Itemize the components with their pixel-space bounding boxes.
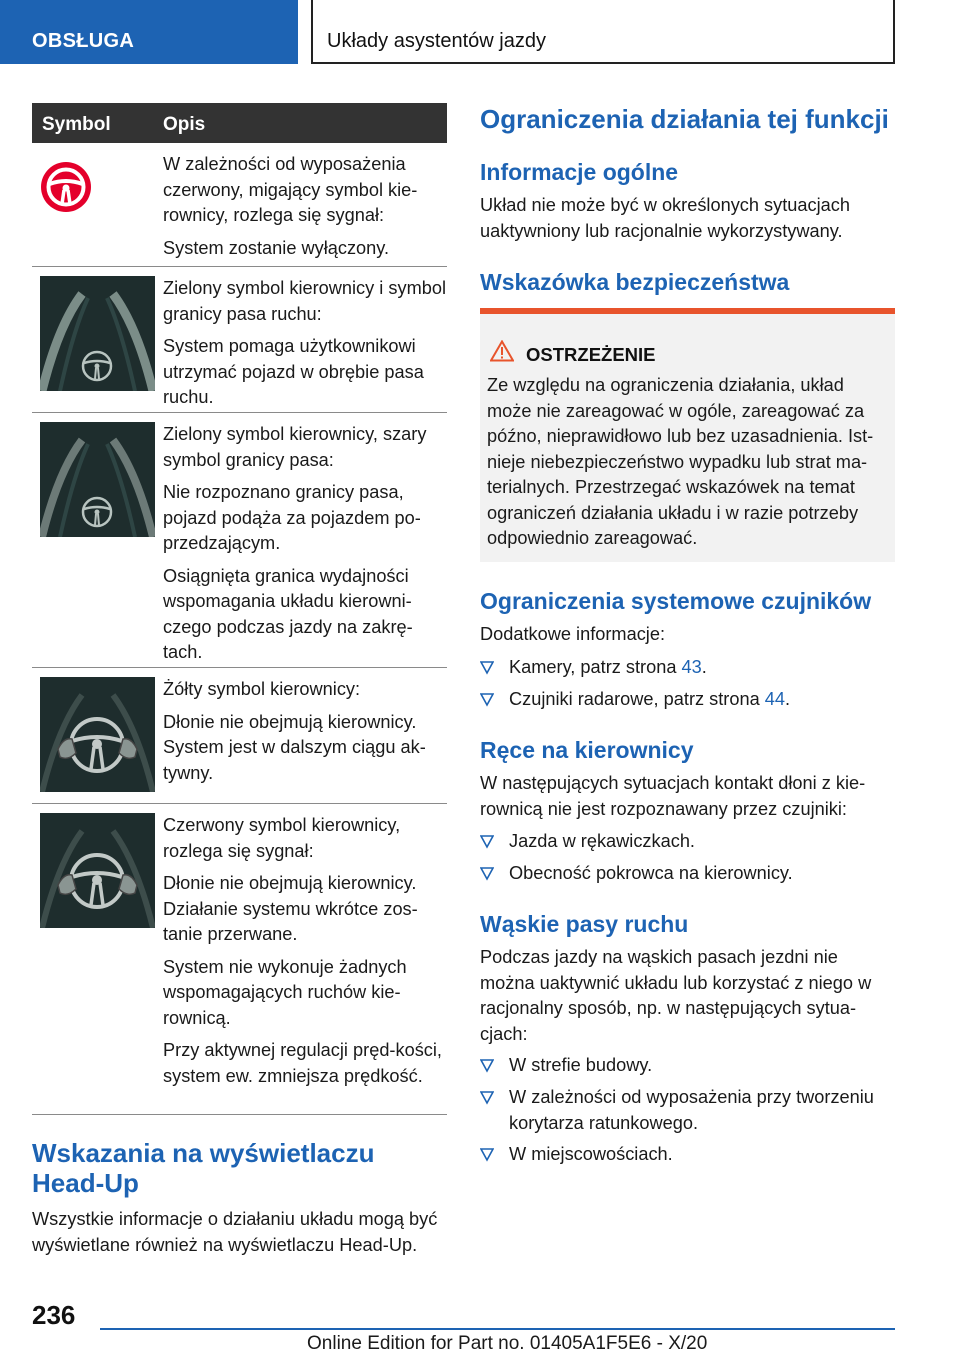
row-text: Nie rozpoznano granicy pasa, pojazd podąża za pojazdem po-przedzającym. <box>163 482 421 553</box>
table-row <box>32 668 447 804</box>
row-text: System nie wykonuje żadnych wspomagających ruchów kie-rownicą. <box>163 956 407 1028</box>
warning-triangle-icon <box>490 340 514 367</box>
table-row <box>32 143 447 267</box>
bullet-triangle-icon <box>480 835 494 849</box>
bullet-text: Czujniki radarowe, patrz strona <box>509 689 765 709</box>
bullet-text: Jazda w rękawiczkach. <box>509 831 695 851</box>
table-row <box>32 804 447 1115</box>
row-text: Czerwony symbol kierownicy, rozlega się sygnał: <box>163 815 401 861</box>
row-text: Zielony symbol kierownicy, szary symbol granicy pasa: <box>163 424 427 470</box>
row-text: System zostanie wyłączony. <box>163 237 390 258</box>
safety-heading: Wskazówka bezpieczeństwa <box>480 269 790 295</box>
table-row <box>32 267 447 413</box>
bullet-text: W zależności od wyposażenia przy tworzeniu korytarza ratunkowego. <box>509 1087 874 1133</box>
edition-text: Online Edition for Part no. 01405A1F5E6 - X/20 <box>307 1333 708 1354</box>
period: . <box>784 689 791 709</box>
sensor-heading: Ograniczenia systemowe czujników <box>480 588 872 614</box>
bullet-text: Kamery, patrz strona <box>509 657 682 677</box>
bullet-triangle-icon <box>480 1059 494 1073</box>
red-hands-on-wheel-icon <box>40 813 155 933</box>
list-item <box>480 687 895 713</box>
section-tab <box>0 0 298 64</box>
limits-heading: Ograniczenia działania tej funkcji <box>480 104 889 134</box>
hud-heading: Wskazania na wyświetlaczu Head-Up <box>32 1138 375 1198</box>
footer-divider <box>100 1328 895 1330</box>
chapter-title: Układy asystentów jazdy <box>327 30 546 52</box>
bullet-triangle-icon <box>480 1091 494 1105</box>
list-item <box>480 1142 895 1168</box>
row-text: Przy aktywnej regulacji pręd-kości, system ew. zmniejsza prędkość. <box>163 1040 442 1086</box>
row-text: Osiągnięta granica wydajności wspomagania układu kierowni-czego podczas jazdy na zakrę-tach. <box>163 565 413 662</box>
symbol-table <box>32 103 447 1115</box>
list-item <box>480 1085 895 1136</box>
general-text: Układ nie może być w określonych sytuacjach uaktywniony lub racjonalnie wykorzystywany. <box>480 195 850 241</box>
chapter-header <box>311 0 895 64</box>
column-header-description: Opis <box>163 114 206 135</box>
hands-heading: Ręce na kierownicy <box>480 737 694 763</box>
green-steering-grey-lane-icon <box>40 422 155 542</box>
sensor-intro: Dodatkowe informacje: <box>480 624 665 644</box>
table-row <box>32 413 447 668</box>
hands-text: W następujących sytuacjach kontakt dłoni z kie-rownicą nie jest rozpoznawany przez czujniki: <box>480 773 866 819</box>
bullet-text: Obecność pokrowca na kierownicy. <box>509 863 793 883</box>
bullet-triangle-icon <box>480 1148 494 1162</box>
page-link-43[interactable]: 43 <box>681 657 702 677</box>
red-steering-wheel-icon <box>40 161 92 218</box>
row-text: Żółty symbol kierownicy: <box>163 679 361 699</box>
bullet-triangle-icon <box>480 867 494 881</box>
bullet-triangle-icon <box>480 693 494 707</box>
narrow-heading: Wąskie pasy ruchu <box>480 911 689 937</box>
period: . <box>701 657 707 677</box>
list-item <box>480 861 895 887</box>
table-header <box>32 103 447 143</box>
column-header-symbol: Symbol <box>42 114 111 135</box>
row-text: System pomaga użytkownikowi utrzymać pojazd w obrębie pasa ruchu. <box>163 336 424 407</box>
warning-title: OSTRZEŻENIE <box>526 344 656 365</box>
warning-text: Ze względu na ograniczenia działania, układ może nie zareagować w ogóle, zareagować za późno, nieprawidłowo lub bez uzasadnienia. Ist-nieje niebezpieczeństwo wypadku lub strat ma-terialnych. Przestrzegać wskazówek na temat ograniczeń działania układu i w razie potrzeby odpowiednio zareagować. <box>487 375 874 548</box>
narrow-text: Podczas jazdy na wąskich pasach jezdni nie można uaktywnić układu lub korzystać z niego w racjonalny sposób, np. w następujących sytua-cjach: <box>480 947 872 1044</box>
row-text: Dłonie nie obejmują kierownicy. System jest w dalszym ciągu ak-tywny. <box>163 711 426 783</box>
row-text: Dłonie nie obejmują kierownicy. Działanie systemu wkrótce zos-tanie przerwane. <box>163 873 418 944</box>
hud-text: Wszystkie informacje o działaniu układu mogą być wyświetlane również na wyświetlaczu Head-Up. <box>32 1209 438 1255</box>
general-heading: Informacje ogólne <box>480 159 679 185</box>
warning-box <box>480 308 895 562</box>
row-text: W zależności od wyposażenia czerwony, migający symbol kie-rownicy, rozlega się sygnał: <box>163 154 418 225</box>
bullet-text: W miejscowościach. <box>509 1144 673 1164</box>
row-text: Zielony symbol kierownicy i symbol granicy pasa ruchu: <box>163 278 446 324</box>
section-label: OBSŁUGA <box>32 30 135 52</box>
yellow-hands-on-wheel-icon <box>40 677 155 797</box>
page-link-44[interactable]: 44 <box>764 689 785 709</box>
list-item <box>480 1053 895 1079</box>
list-item <box>480 829 895 855</box>
bullet-triangle-icon <box>480 661 494 675</box>
page-number: 236 <box>32 1300 76 1330</box>
bullet-text: W strefie budowy. <box>509 1055 653 1075</box>
list-item <box>480 655 895 681</box>
green-steering-lane-icon <box>40 276 155 396</box>
